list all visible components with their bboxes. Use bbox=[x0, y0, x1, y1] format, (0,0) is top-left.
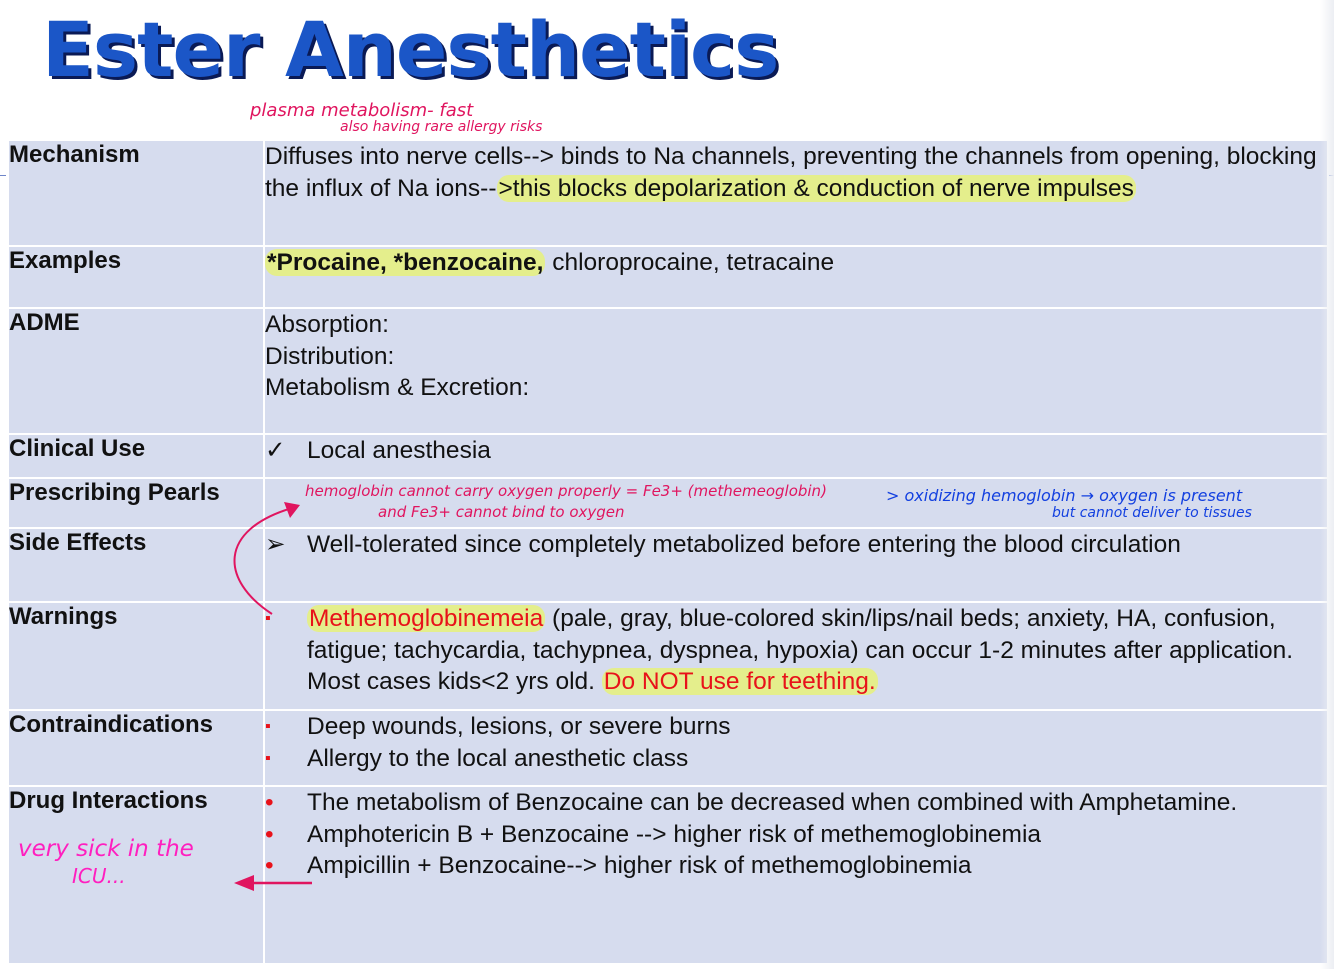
clinical-use-item: Local anesthesia bbox=[307, 437, 491, 464]
dot-bullet-icon: • bbox=[265, 820, 274, 848]
checkmark-icon: ✓ bbox=[265, 437, 286, 464]
dot-bullet-icon: • bbox=[265, 852, 274, 879]
row-label-side-effects: Side Effects bbox=[8, 528, 264, 602]
handwritten-oxidizing-note: > oxidizing hemoglobin → oxygen is present bbox=[886, 486, 1243, 505]
slide-title: Ester Anesthetics bbox=[42, 5, 779, 94]
mechanism-text: Diffuses into nerve cells--> binds to Na channels, preventing the channels from opening, blocking the influx of Na ions-- bbox=[265, 143, 1317, 202]
adme-distribution: Distribution: bbox=[265, 342, 395, 370]
handwritten-icu-note: very sick in the bbox=[18, 836, 194, 862]
row-label-examples: Examples bbox=[8, 246, 264, 308]
side-effects-item: Well-tolerated since completely metabolized before entering the blood circulation bbox=[307, 531, 1181, 558]
arrow-bullet-icon: ➢ bbox=[265, 531, 286, 558]
warnings-emphasis: Do NOT use for teething. bbox=[603, 668, 876, 695]
handwritten-allergy-note: also having rare allergy risks bbox=[340, 119, 543, 135]
examples-key-drugs: *Procaine, *benzocaine, bbox=[267, 249, 544, 276]
row-label-clinical-use: Clinical Use bbox=[8, 434, 264, 478]
contraindication-item: Deep wounds, lesions, or severe burns bbox=[307, 713, 731, 740]
row-label-warnings: Warnings bbox=[8, 602, 264, 710]
adme-absorption: Absorption: bbox=[265, 311, 389, 338]
warnings-details: (pale, gray, blue-colored skin/lips/nail beds; anxiety, HA, confusion, fatigue; tachycardia, tachypnea, dyspnea, hypoxia) can occur 1-2 minutes after application. Most cases kids<2 yrs old. bbox=[307, 605, 1294, 695]
examples-other-drugs: chloroprocaine, tetracaine bbox=[545, 249, 835, 276]
square-bullet-icon: ▪ bbox=[265, 718, 271, 735]
adme-metabolism: Metabolism & Excretion: bbox=[265, 374, 530, 401]
mechanism-highlight: >this blocks depolarization & conduction of nerve impulses bbox=[498, 174, 1134, 202]
handwritten-pearls-note-2: and Fe3+ cannot bind to oxygen bbox=[378, 503, 625, 521]
row-label-prescribing-pearls: Prescribing Pearls bbox=[8, 478, 264, 528]
row-label-mechanism: Mechanism bbox=[8, 140, 264, 246]
row-label-drug-interactions: Drug Interactions bbox=[8, 786, 264, 964]
interaction-item: Ampicillin + Benzocaine--> higher risk of methemoglobinemia bbox=[307, 852, 972, 879]
handwritten-plasma-note: plasma metabolism- fast bbox=[250, 100, 474, 121]
dot-bullet-icon: • bbox=[265, 789, 274, 816]
page-edge-shadow bbox=[1320, 0, 1334, 969]
interaction-item: The metabolism of Benzocaine can be decreased when combined with Amphetamine. bbox=[307, 789, 1238, 816]
warnings-term: Methemoglobinemeia bbox=[309, 605, 544, 632]
row-label-adme: ADME bbox=[8, 308, 264, 434]
square-bullet-icon: ▪ bbox=[265, 610, 271, 627]
contraindication-item: Allergy to the local anesthetic class bbox=[307, 744, 689, 772]
arrowhead-icon bbox=[234, 875, 254, 891]
handwritten-icu-note-2: ICU... bbox=[72, 864, 126, 888]
handwritten-tissues-note: but cannot deliver to tissues bbox=[1052, 505, 1252, 521]
row-label-contraindications: Contraindications bbox=[8, 710, 264, 786]
handwritten-pearls-note: hemoglobin cannot carry oxygen properly = Fe3+ (methemeoglobin) bbox=[305, 482, 827, 500]
square-bullet-icon: ▪ bbox=[265, 749, 271, 767]
curved-arrow-line bbox=[235, 508, 292, 614]
interaction-item: Amphotericin B + Benzocaine --> higher risk of methemoglobinemia bbox=[307, 820, 1042, 848]
